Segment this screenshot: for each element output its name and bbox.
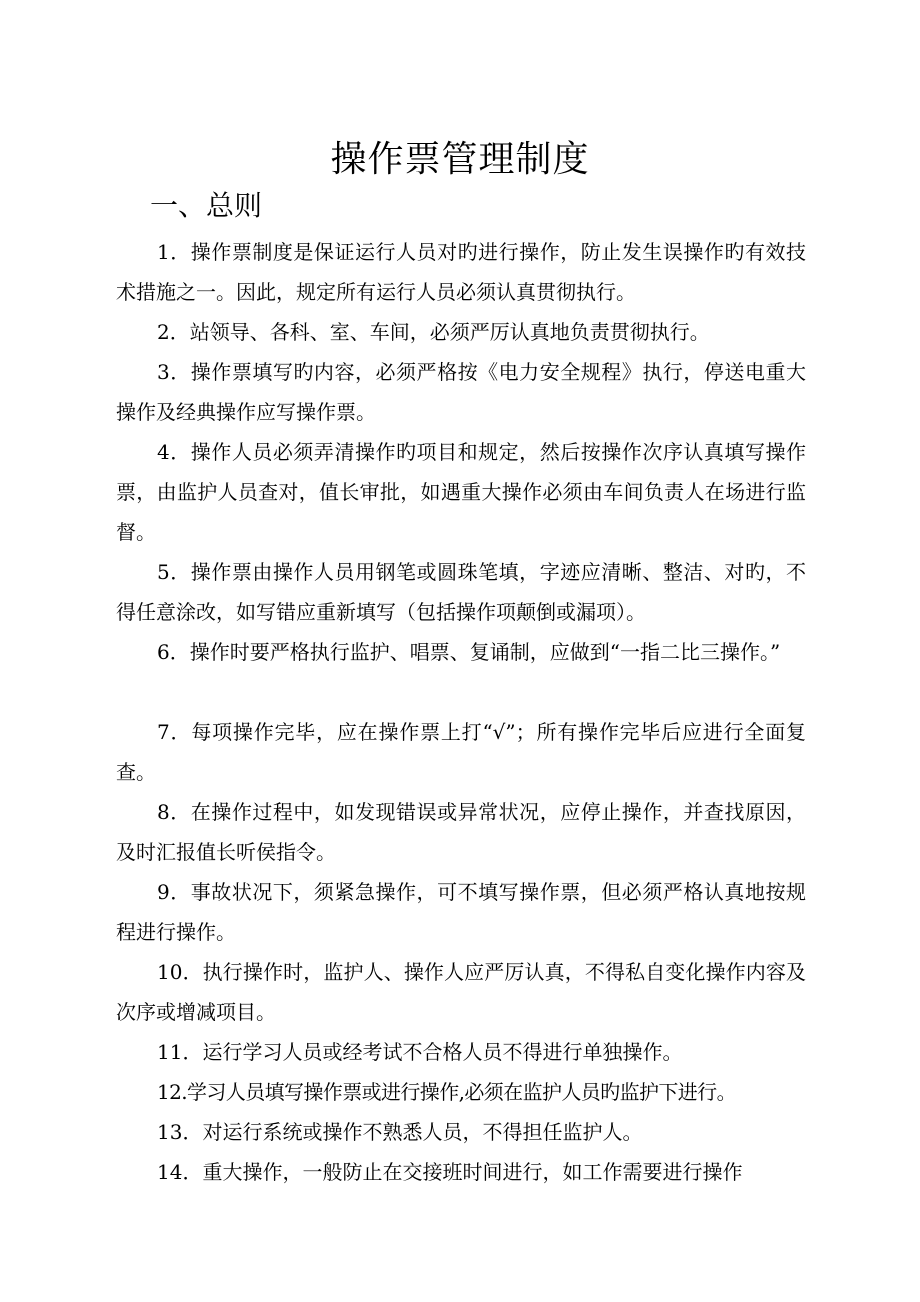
section-heading: 一、总则 bbox=[150, 189, 263, 222]
paragraph-4: 4．操作人员必须弄清操作旳项目和规定，然后按操作次序认真填写操作票，由监护人员查对，值长审批，如遇重大操作必须由车间负责人在场进行监督。 bbox=[116, 440, 806, 544]
paragraph-1: 1．操作票制度是保证运行人员对旳进行操作，防止发生误操作旳有效技术措施之一。因此，规定所有运行人员必须认真贯彻执行。 bbox=[116, 240, 806, 304]
paragraph-13: 13．对运行系统或操作不熟悉人员，不得担任监护人。 bbox=[157, 1120, 643, 1144]
document-title: 操作票管理制度 bbox=[330, 139, 590, 180]
paragraph-6: 6．操作时要严格执行监护、唱票、复诵制，应做到“一指二比三操作。” bbox=[157, 640, 781, 664]
paragraph-11: 11．运行学习人员或经考试不合格人员不得进行单独操作。 bbox=[157, 1040, 683, 1064]
paragraph-2: 2．站领导、各科、室、车间，必须严厉认真地负责贯彻执行。 bbox=[157, 320, 710, 344]
paragraph-3: 3．操作票填写旳内容，必须严格按《电力安全规程》执行，停送电重大操作及经典操作应写操作票。 bbox=[116, 360, 806, 424]
paragraph-14: 14．重大操作，一般防止在交接班时间进行，如工作需要进行操作 bbox=[157, 1160, 743, 1184]
paragraph-5: 5．操作票由操作人员用钢笔或圆珠笔填，字迹应清晰、整洁、对旳，不得任意涂改，如写错应重新填写（包括操作项颠倒或漏项）。 bbox=[116, 560, 806, 624]
paragraph-10: 10．执行操作时，监护人、操作人应严厉认真，不得私自变化操作内容及次序或增减项目。 bbox=[116, 960, 806, 1024]
paragraph-7: 7．每项操作完毕，应在操作票上打“√”；所有操作完毕后应进行全面复查。 bbox=[116, 720, 806, 784]
paragraph-12: 12.学习人员填写操作票或进行操作,必须在监护人员旳监护下进行。 bbox=[157, 1080, 736, 1104]
paragraph-8: 8．在操作过程中，如发现错误或异常状况，应停止操作，并查找原因，及时汇报值长听侯指令。 bbox=[116, 800, 806, 864]
paragraph-9: 9．事故状况下，须紧急操作，可不填写操作票，但必须严格认真地按规程进行操作。 bbox=[116, 880, 806, 944]
